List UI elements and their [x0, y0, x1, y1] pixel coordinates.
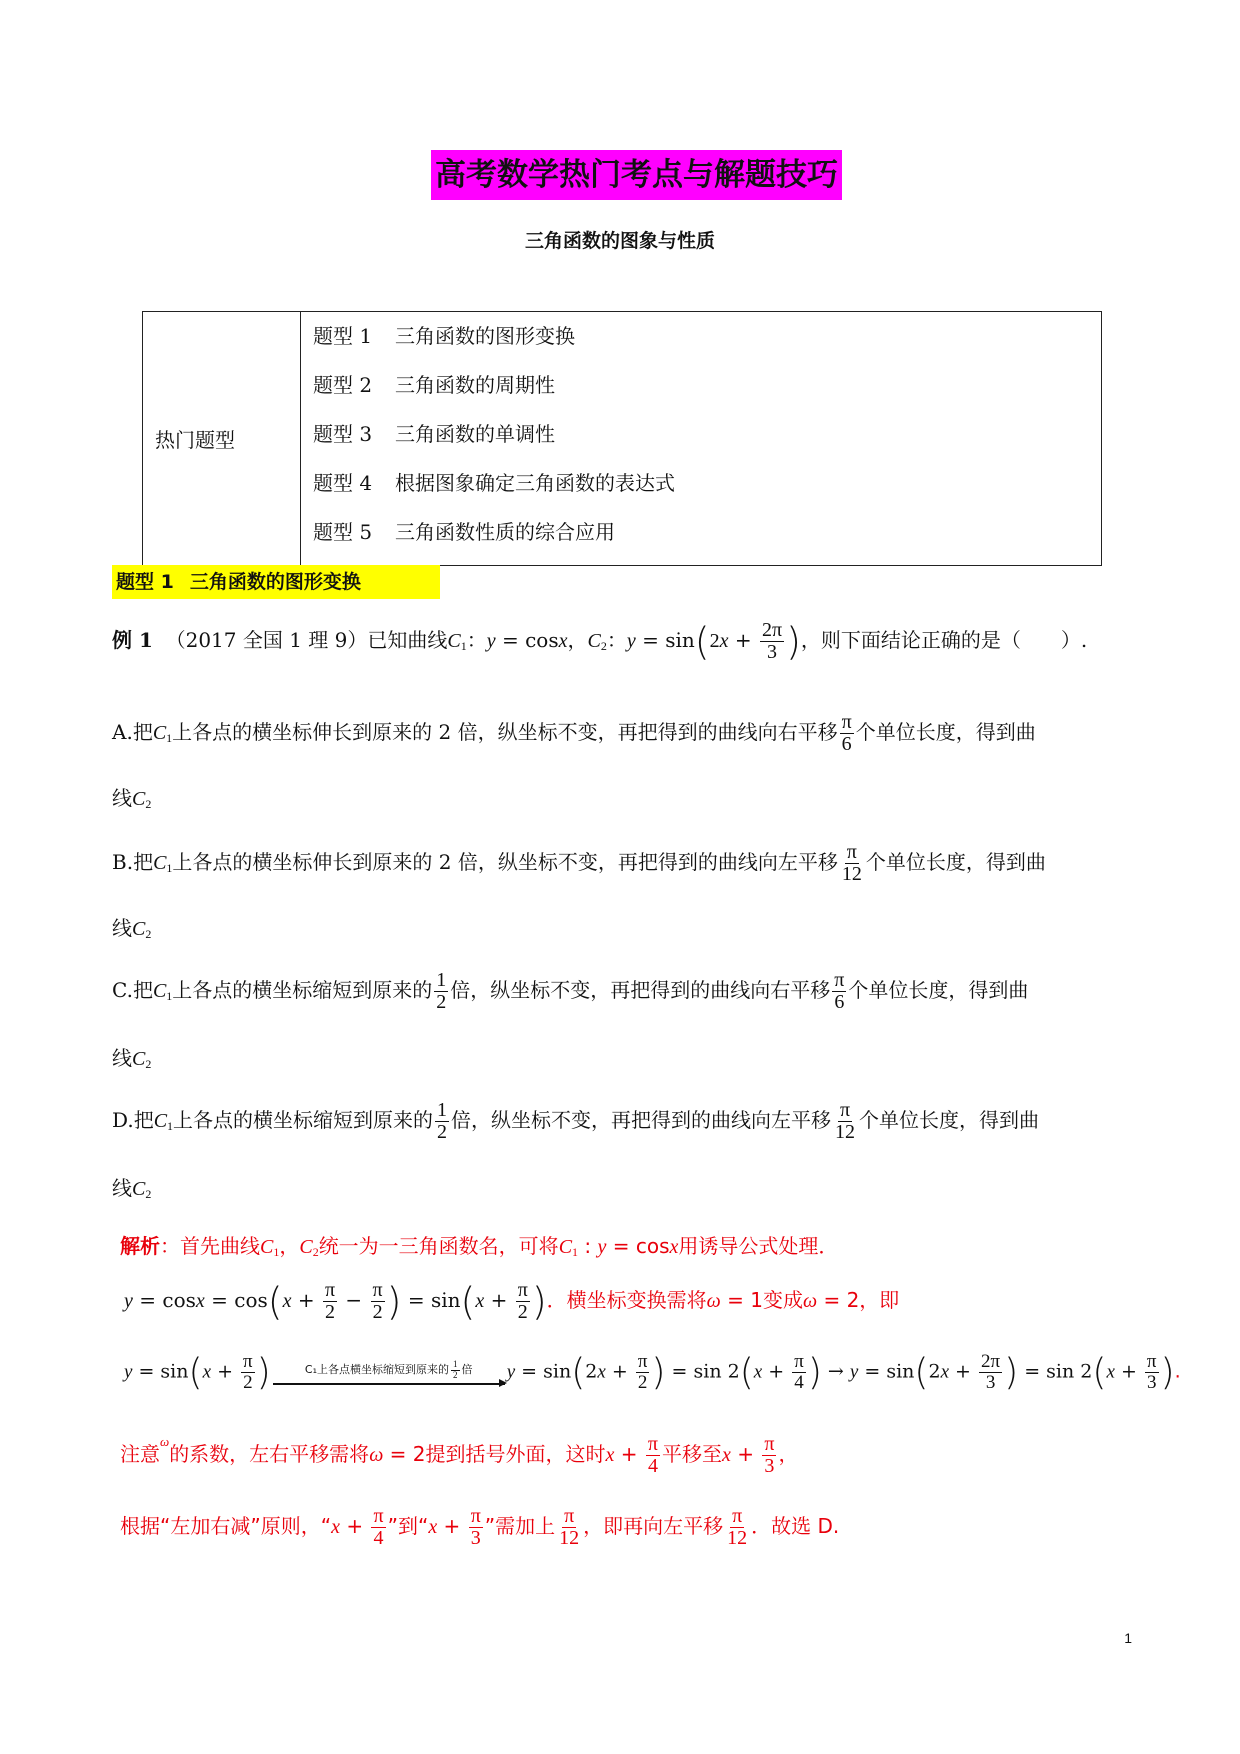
option-b: B.把$C_1$上各点的横坐标伸长到原来的 2 倍，纵坐标不变，再把得到的曲线向左平移 $\frac{\pi}{12}$ 个单位长度，得到曲 [112, 841, 1046, 885]
option-c-wrap: 线$C_2$ [112, 1046, 152, 1071]
solution-line-4: 注意$^\omega$的系数，左右平移需将ω = 2提到括号外面，这时x + $\frac{\pi}{4}$ 平移至x + $\frac{\pi}{3}$ ， [120, 1433, 799, 1477]
solution-line-5: 根据“左加右减”原则，“x + $\frac{\pi}{4}$ ”到“x + $\frac{\pi}{3}$ ”需加上 $\frac{\pi}{12}$ ，即再向左平移 $\frac{\pi}{12}$ ．故选 D. [120, 1505, 840, 1549]
option-b-wrap: 线$C_2$ [112, 916, 152, 941]
option-d: D.把$C_1$上各点的横坐标缩短到原来的 $\frac{1}{2}$ 倍，纵坐标不变，再把得到的曲线向左平移 $\frac{\pi}{12}$ 个单位长度，得到曲 [112, 1099, 1040, 1143]
page-number: 1 [1124, 1630, 1132, 1646]
transform-arrow: C₁上各点横坐标缩短到原来的 $\frac{1}{2}$ 倍 [273, 1360, 505, 1384]
option-a: A.把$C_1$上各点的横坐标伸长到原来的 2 倍，纵坐标不变，再把得到的曲线向右平移 $\frac{\pi}{6}$ 个单位长度，得到曲 [112, 711, 1036, 755]
option-a-wrap: 线$C_2$ [112, 786, 152, 811]
section-heading: 题型 1 三角函数的图形变换 [112, 565, 440, 599]
topic-item: 题型 2 三角函数的周期性 [313, 373, 555, 397]
topic-list [301, 312, 1102, 566]
option-c: C.把$C_1$上各点的横坐标缩短到原来的 $\frac{1}{2}$ 倍，纵坐标不变，再把得到的曲线向右平移 $\frac{\pi}{6}$ 个单位长度，得到曲 [112, 969, 1029, 1013]
solution-line-2: y = cosx = cos(x + $\frac{\pi}{2}$ − $\frac{\pi}{2}$ ) = sin(x + $\frac{\pi}{2}$ )．横坐标变换需将ω = 1变成ω = 2，即 [124, 1279, 900, 1324]
page-title: 高考数学热门考点与解题技巧 [431, 150, 842, 200]
page-subtitle: 三角函数的图象与性质 [524, 230, 715, 252]
topic-item: 题型 5 三角函数性质的综合应用 [313, 520, 615, 544]
topic-item: 题型 4 根据图象确定三角函数的表达式 [313, 471, 675, 495]
example-label: 例 1 [112, 628, 153, 652]
topic-category: 热门题型 [143, 312, 301, 566]
option-d-wrap: 线$C_2$ [112, 1176, 152, 1201]
topic-table [142, 311, 1102, 566]
solution-line-1: 解析：首先曲线$C_1$，$C_2$统一为一三角函数名，可将$C_1$ : y = cosx用诱导公式处理． [120, 1234, 839, 1259]
topic-item: 题型 3 三角函数的单调性 [313, 422, 555, 446]
solution-label: 解析 [120, 1234, 160, 1258]
topic-item: 题型 1 三角函数的图形变换 [313, 324, 575, 348]
example-question: 例 1 （2017 全国 1 理 9）已知曲线$C_1$：y = cosx，$C_2$：y = sin(2x + $\frac{2\pi}{3}$ )，则下面结论正确的是（ ）. [112, 619, 1088, 664]
solution-line-3: y = sin(x + $\frac{\pi}{2}$ ) C₁上各点横坐标缩短到原来的 $\frac{1}{2}$ 倍 y = sin(2x + $\frac{\pi}{2}$ ) = sin 2(x + $\frac{\pi}{4}$ ) → y = sin(2x + $\frac{2\pi}{3}$ ) = sin 2(x + $\frac{\pi}{3}$ ). [124, 1351, 1181, 1394]
